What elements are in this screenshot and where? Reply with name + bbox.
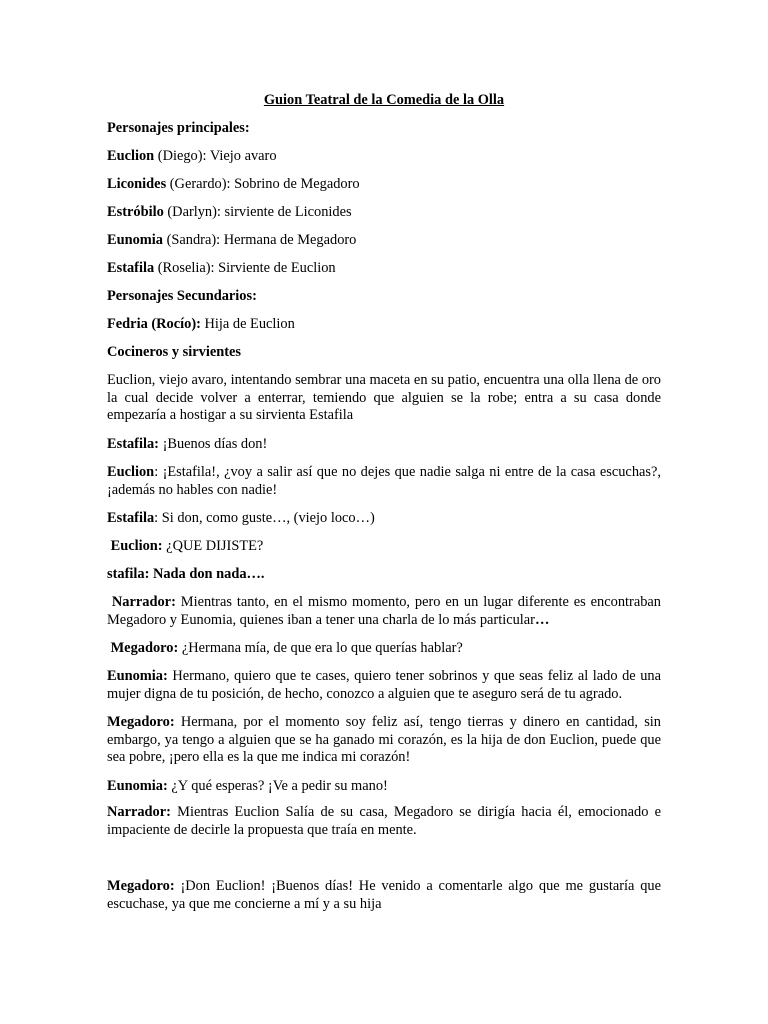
speaker-name: Narrador: xyxy=(107,804,171,820)
character-name: Estróbilo xyxy=(107,204,164,220)
dialogue-text: ¡Buenos días don! xyxy=(158,436,268,452)
dialogue-text: Hermano, quiero que te cases, quiero tener sobrinos y que seas feliz al lado de una mujer digna de tu posición, de hecho, conozco a alguien que te aseguro será de tu agrado. xyxy=(107,668,661,702)
document-title: Guion Teatral de la Comedia de la Olla xyxy=(263,92,505,108)
dialogue-ellipsis: … xyxy=(534,611,550,628)
character-name: Eunomia xyxy=(107,232,163,248)
speaker-name: Euclion xyxy=(107,464,155,480)
character-detail: (Sandra): Hermana de Megadoro xyxy=(162,232,357,248)
dialogue-line xyxy=(107,594,661,629)
character-entry xyxy=(107,176,661,194)
dialogue-line xyxy=(107,878,661,913)
character-entry xyxy=(107,148,661,166)
secondary-characters-heading: Personajes Secundarios: xyxy=(107,288,257,304)
dialogue-text: ¡Don Euclion! ¡Buenos días! He venido a comentarle algo que me gustaría que escuchase, ya que me concierne a mí y a su hija xyxy=(107,878,661,912)
dialogue-line xyxy=(107,714,661,767)
character-name: Liconides xyxy=(107,176,167,192)
speaker-name: Eunomia: xyxy=(107,778,168,794)
character-name: Fedria (Rocío): xyxy=(107,316,201,332)
intro-paragraph: Euclion, viejo avaro, intentando sembrar una maceta en su patio, encuentra una olla llena de oro la cual decide volver a enterrar, temiendo que alguien se la robe; entra a su casa donde empezaría a hostigar a su sirvienta Estafila xyxy=(107,372,661,424)
dialogue-line xyxy=(107,668,661,703)
dialogue-line xyxy=(107,640,661,658)
speaker-name: Megadoro: xyxy=(107,714,175,730)
dialogue-text: : Si don, como guste…, (viejo loco…) xyxy=(154,510,375,526)
speaker-name: Narrador: xyxy=(107,594,176,610)
character-entry xyxy=(107,204,661,222)
secondary-character-entry xyxy=(107,316,661,334)
speaker-name: Estafila: xyxy=(107,436,159,452)
cooks-and-servants-line: Cocineros y sirvientes xyxy=(107,344,242,360)
character-detail: (Gerardo): Sobrino de Megadoro xyxy=(166,176,360,192)
speaker-name: Euclion: xyxy=(107,538,163,554)
speaker-name: Megadoro: xyxy=(107,640,179,656)
dialogue-line xyxy=(107,464,661,499)
character-detail: Hija de Euclion xyxy=(200,316,295,332)
speaker-name: Estafila xyxy=(107,510,155,526)
dialogue-line xyxy=(107,778,661,796)
character-detail: (Roselia): Sirviente de Euclion xyxy=(154,260,336,276)
character-detail: (Diego): Viejo avaro xyxy=(154,148,277,164)
dialogue-text: : ¡Estafila!, ¿voy a salir así que no dejes que nadie salga ni entre de la casa escuchas?, ¡además no hables con nadie! xyxy=(107,464,661,498)
dialogue-line: stafila: Nada don nada…. xyxy=(107,566,265,582)
dialogue-text: ¿QUE DIJISTE? xyxy=(162,538,264,554)
speaker-name: Megadoro: xyxy=(107,878,175,894)
dialogue-text: Mientras Euclion Salía de su casa, Megadoro se dirigía hacia él, emocionado e impaciente de decirle la propuesta que traía en mente. xyxy=(107,804,661,838)
dialogue-line xyxy=(107,538,661,556)
character-name: Euclion xyxy=(107,148,155,164)
dialogue-text: Mientras tanto, en el mismo momento, pero en un lugar diferente es encontraban Megadoro y Eunomia, quienes iban a tener una charla de lo más particular xyxy=(107,594,661,628)
main-characters-heading: Personajes principales: xyxy=(107,120,250,136)
dialogue-line xyxy=(107,804,661,839)
dialogue-text: ¿Y qué esperas? ¡Ve a pedir su mano! xyxy=(167,778,388,794)
character-entry xyxy=(107,260,661,278)
speaker-name: Eunomia: xyxy=(107,668,168,684)
dialogue-text: Hermana, por el momento soy feliz así, tengo tierras y dinero en cantidad, sin embargo, ya tengo a alguien que se ha ganado mi corazón, es la hija de don Euclion, puede que sea pobre, ¡pero ella es la que me indica mi corazón! xyxy=(107,714,661,766)
dialogue-line xyxy=(107,510,661,528)
character-detail: (Darlyn): sirviente de Liconides xyxy=(163,204,352,220)
dialogue-line xyxy=(107,436,661,454)
character-entry xyxy=(107,232,661,250)
character-name: Estafila xyxy=(107,260,155,276)
dialogue-text: ¿Hermana mía, de que era lo que querías hablar? xyxy=(178,640,463,656)
